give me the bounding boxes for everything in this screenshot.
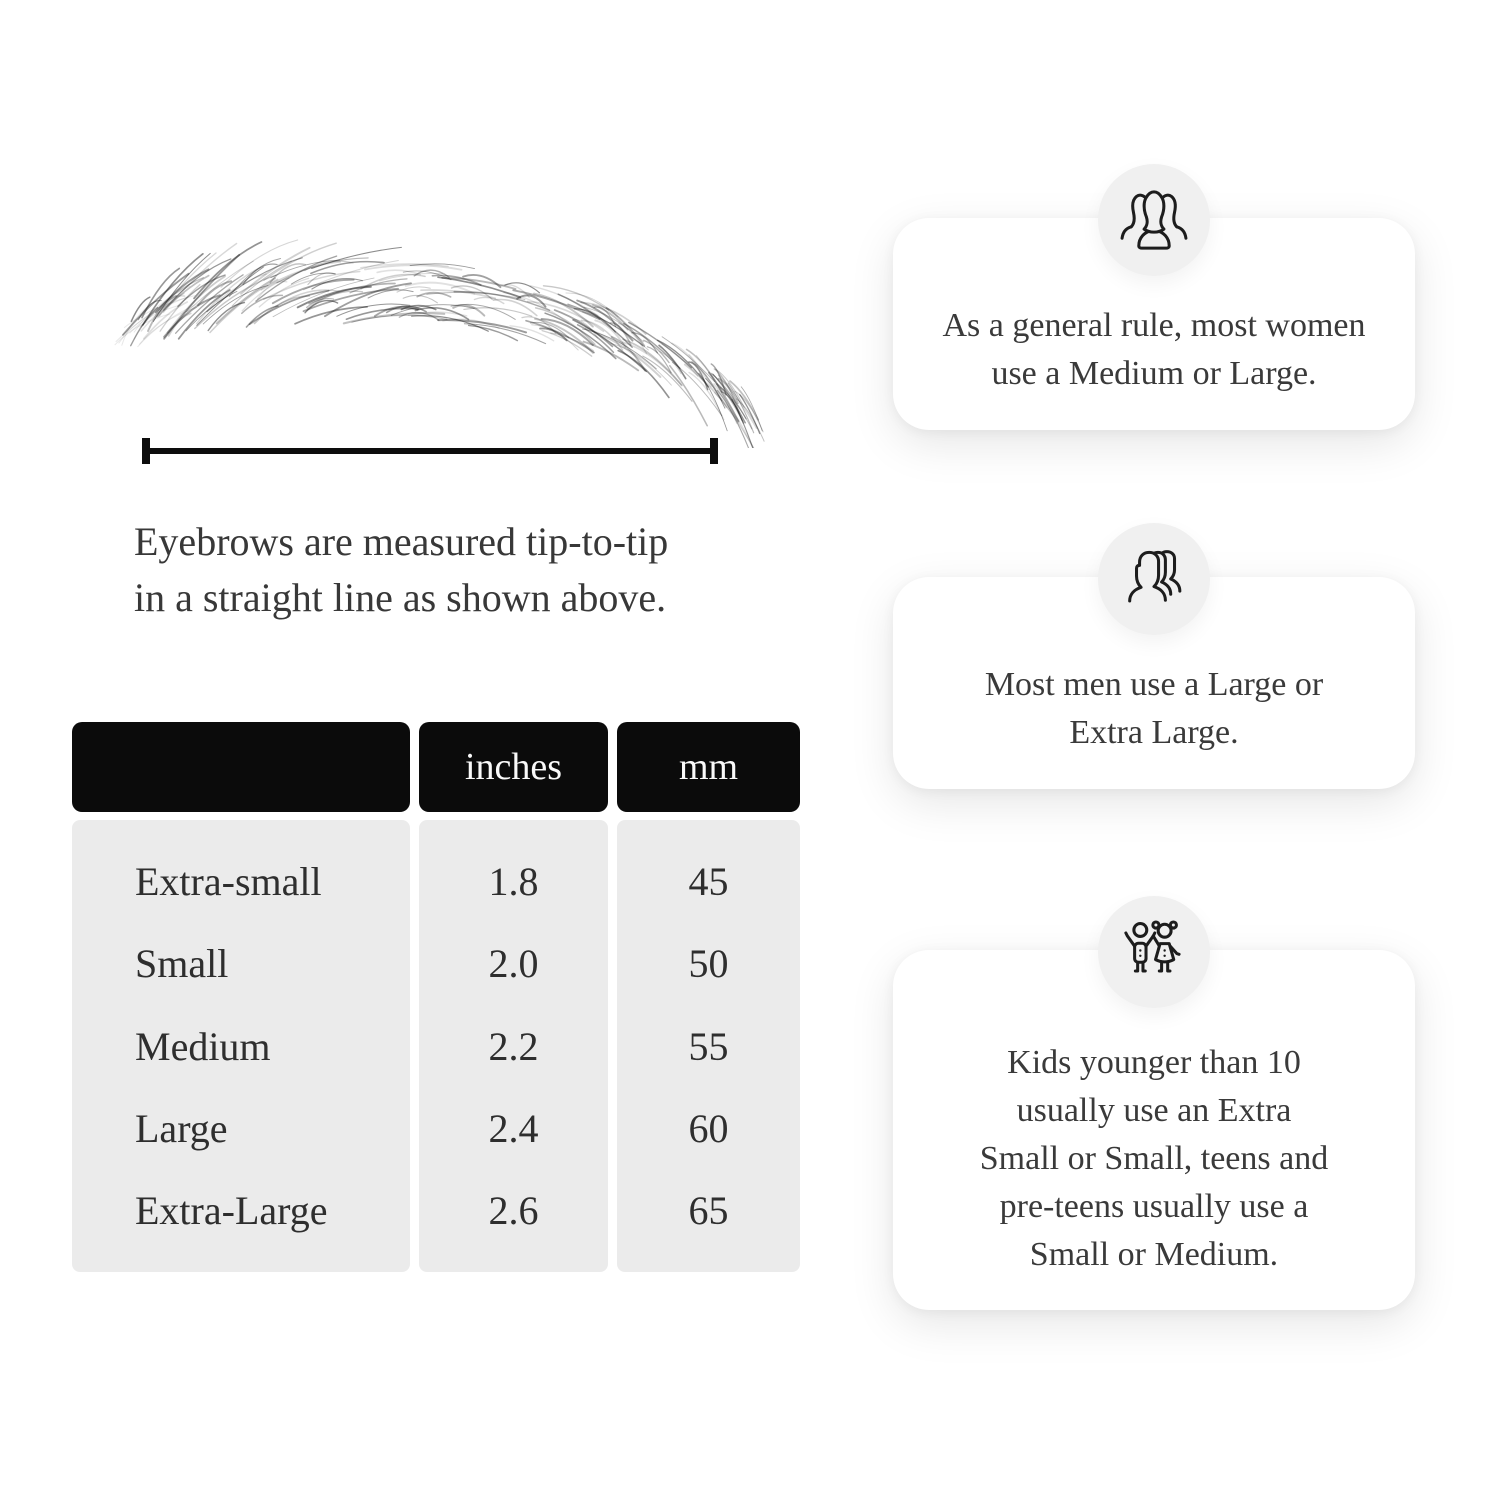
inches-value: 2.6	[488, 1188, 539, 1234]
size-label: Small	[135, 941, 229, 987]
tip-line: Most men use a Large or	[984, 666, 1324, 703]
tip-card-men	[893, 577, 1415, 789]
caption-line: in a straight line as shown above.	[134, 575, 667, 620]
inches-cells	[419, 820, 608, 1272]
mm-value: 50	[688, 941, 729, 987]
mm-value: 60	[688, 1105, 729, 1151]
column-header-blank	[72, 722, 410, 812]
size-table-column-sizes	[72, 722, 410, 1272]
tip-line: use a Medium or Large.	[991, 355, 1317, 392]
tip-line: Small or Small, teens and	[979, 1140, 1329, 1177]
caption-line: Eyebrows are measured tip-to-tip	[134, 519, 669, 564]
tip-card-women	[893, 218, 1415, 430]
size-label: Large	[135, 1105, 228, 1151]
children-icon	[1098, 896, 1210, 1008]
figure-caption	[134, 514, 774, 626]
column-header-inches: inches	[419, 722, 608, 812]
size-label-cells	[72, 820, 410, 1272]
measurement-line	[140, 436, 720, 466]
tip-line: Kids younger than 10	[1007, 1044, 1301, 1081]
mm-cells	[617, 820, 800, 1272]
tip-text-kids	[980, 1039, 1328, 1279]
mm-value: 45	[688, 858, 729, 904]
tip-line: usually use an Extra	[1016, 1092, 1292, 1129]
tip-text-women	[943, 302, 1366, 398]
women-group-icon	[1098, 164, 1210, 276]
tip-line: Extra Large.	[1069, 714, 1239, 751]
men-group-icon	[1098, 523, 1210, 635]
column-header-mm: mm	[617, 722, 800, 812]
size-table-column-mm	[617, 722, 800, 1272]
inches-value: 2.2	[488, 1023, 539, 1069]
tip-line: As a general rule, most women	[942, 307, 1366, 344]
inches-value: 2.0	[488, 941, 539, 987]
inches-value: 2.4	[488, 1105, 539, 1151]
eyebrow-illustration	[108, 238, 768, 448]
size-table	[72, 722, 800, 1272]
tip-text-men	[985, 661, 1323, 757]
size-label: Extra-small	[135, 858, 322, 904]
tip-card-kids	[893, 950, 1415, 1310]
size-label: Extra-Large	[135, 1188, 328, 1234]
tip-line: Small or Medium.	[1029, 1236, 1279, 1273]
tip-line: pre-teens usually use a	[999, 1188, 1309, 1225]
size-table-column-inches	[419, 722, 608, 1272]
mm-value: 55	[688, 1023, 729, 1069]
mm-value: 65	[688, 1188, 729, 1234]
size-label: Medium	[135, 1023, 271, 1069]
inches-value: 1.8	[488, 858, 539, 904]
